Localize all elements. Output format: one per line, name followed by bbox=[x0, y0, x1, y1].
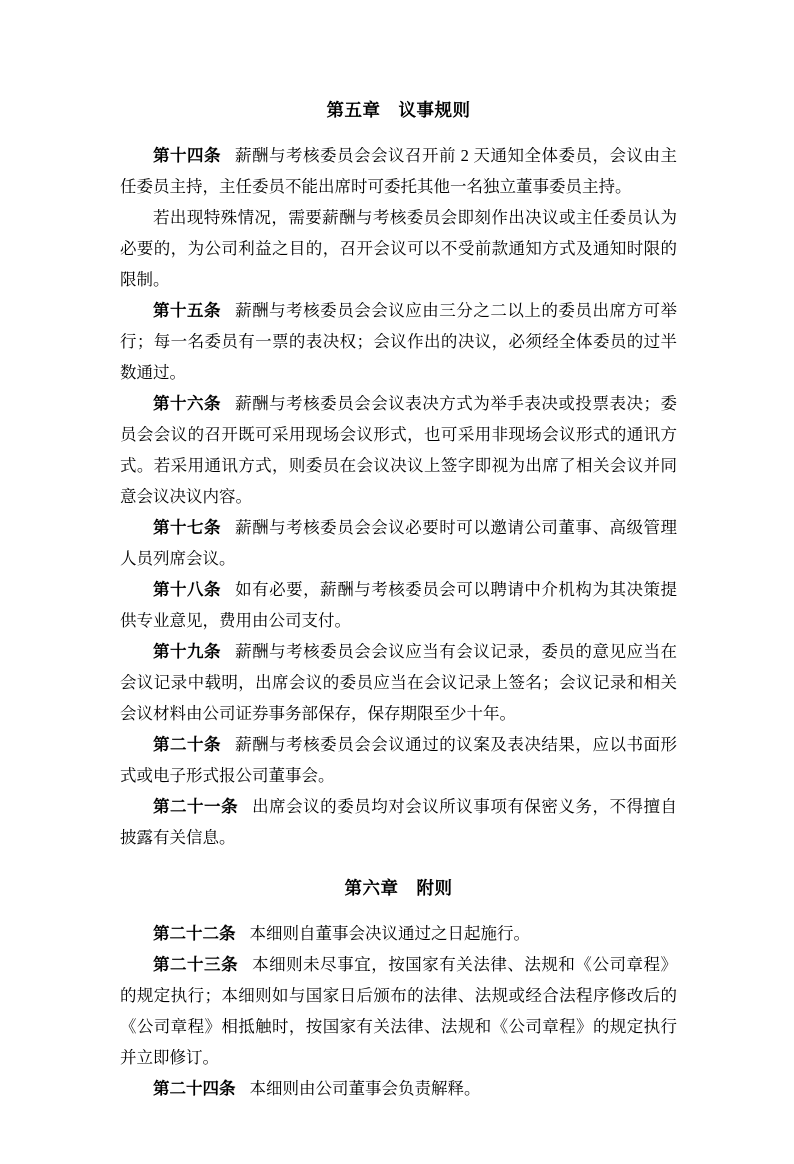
paragraph bbox=[120, 202, 677, 295]
article-text: 出席会议的委员均对会议所议事项有保密义务，不得擅自披露有关信息。 bbox=[120, 797, 678, 847]
article-term: 第十四条 bbox=[153, 146, 221, 165]
article-term: 第二十一条 bbox=[153, 797, 239, 816]
article-text: 如有必要，薪酬与考核委员会可以聘请中介机构为其决策提供专业意见，费用由公司支付。 bbox=[120, 580, 678, 630]
paragraph bbox=[120, 949, 677, 1073]
paragraph bbox=[120, 729, 677, 791]
article-text: 本细则由公司董事会负责解释。 bbox=[249, 1079, 481, 1098]
chapter-heading: 第五章 议事规则 bbox=[326, 100, 471, 120]
article-term: 第十六条 bbox=[153, 394, 222, 413]
paragraph bbox=[120, 918, 677, 949]
article-text: 薪酬与考核委员会会议表决方式为举手表决或投票表决；委员会会议的召开既可采用现场会议形式，也可采用非现场会议形式的通讯方式。若采用通讯方式，则委员在会议决议上签字即视为出席了相关会议并同意会议决议内容。 bbox=[120, 394, 678, 506]
article-text: 薪酬与考核委员会会议必要时可以邀请公司董事、高级管理人员列席会议。 bbox=[120, 518, 678, 568]
article-text: 薪酬与考核委员会会议召开前 2 天通知全体委员，会议由主任委员主持，主任委员不能出席时可委托其他一名独立董事委员主持。 bbox=[120, 146, 678, 196]
article-term: 第二十二条 bbox=[153, 924, 236, 943]
chapter-section bbox=[120, 95, 677, 853]
chapter-section bbox=[120, 873, 677, 1104]
article-term: 第二十四条 bbox=[153, 1079, 236, 1098]
paragraph bbox=[120, 295, 677, 388]
paragraph bbox=[120, 791, 677, 853]
chapter-heading: 第六章 附则 bbox=[344, 878, 453, 898]
article-text: 本细则未尽事宜，按国家有关法律、法规和《公司章程》的规定执行；本细则如与国家日后颁布的法律、法规或经合法程序修改后的《公司章程》相抵触时，按国家有关法律、法规和《公司章程》的规定执行并立即修订。 bbox=[120, 955, 678, 1067]
paragraph bbox=[120, 1073, 677, 1104]
paragraph bbox=[120, 636, 677, 729]
article-text: 薪酬与考核委员会会议通过的议案及表决结果，应以书面形式或电子形式报公司董事会。 bbox=[120, 735, 678, 785]
article-term: 第十八条 bbox=[153, 580, 222, 599]
article-term: 第十九条 bbox=[153, 642, 222, 661]
article-text: 若出现特殊情况，需要薪酬与考核委员会即刻作出决议或主任委员认为必要的，为公司利益之目的，召开会议可以不受前款通知方式及通知时限的限制。 bbox=[120, 208, 677, 289]
paragraph bbox=[120, 388, 677, 512]
article-term: 第十七条 bbox=[153, 518, 222, 537]
article-text: 薪酬与考核委员会会议应当有会议记录，委员的意见应当在会议记录中载明，出席会议的委员应当在会议记录上签名；会议记录和相关会议材料由公司证券事务部保存，保存期限至少十年。 bbox=[120, 642, 678, 723]
paragraph bbox=[120, 574, 677, 636]
paragraph bbox=[120, 140, 677, 202]
article-text: 薪酬与考核委员会会议应由三分之二以上的委员出席方可举行；每一名委员有一票的表决权；会议作出的决议，必须经全体委员的过半数通过。 bbox=[120, 301, 678, 382]
chapter-paragraphs bbox=[120, 918, 677, 1104]
article-term: 第二十三条 bbox=[153, 955, 239, 974]
chapter-paragraphs bbox=[120, 140, 677, 853]
article-term: 第十五条 bbox=[153, 301, 222, 320]
article-text: 本细则自董事会决议通过之日起施行。 bbox=[249, 924, 531, 943]
article-term: 第二十条 bbox=[153, 735, 222, 754]
paragraph bbox=[120, 512, 677, 574]
